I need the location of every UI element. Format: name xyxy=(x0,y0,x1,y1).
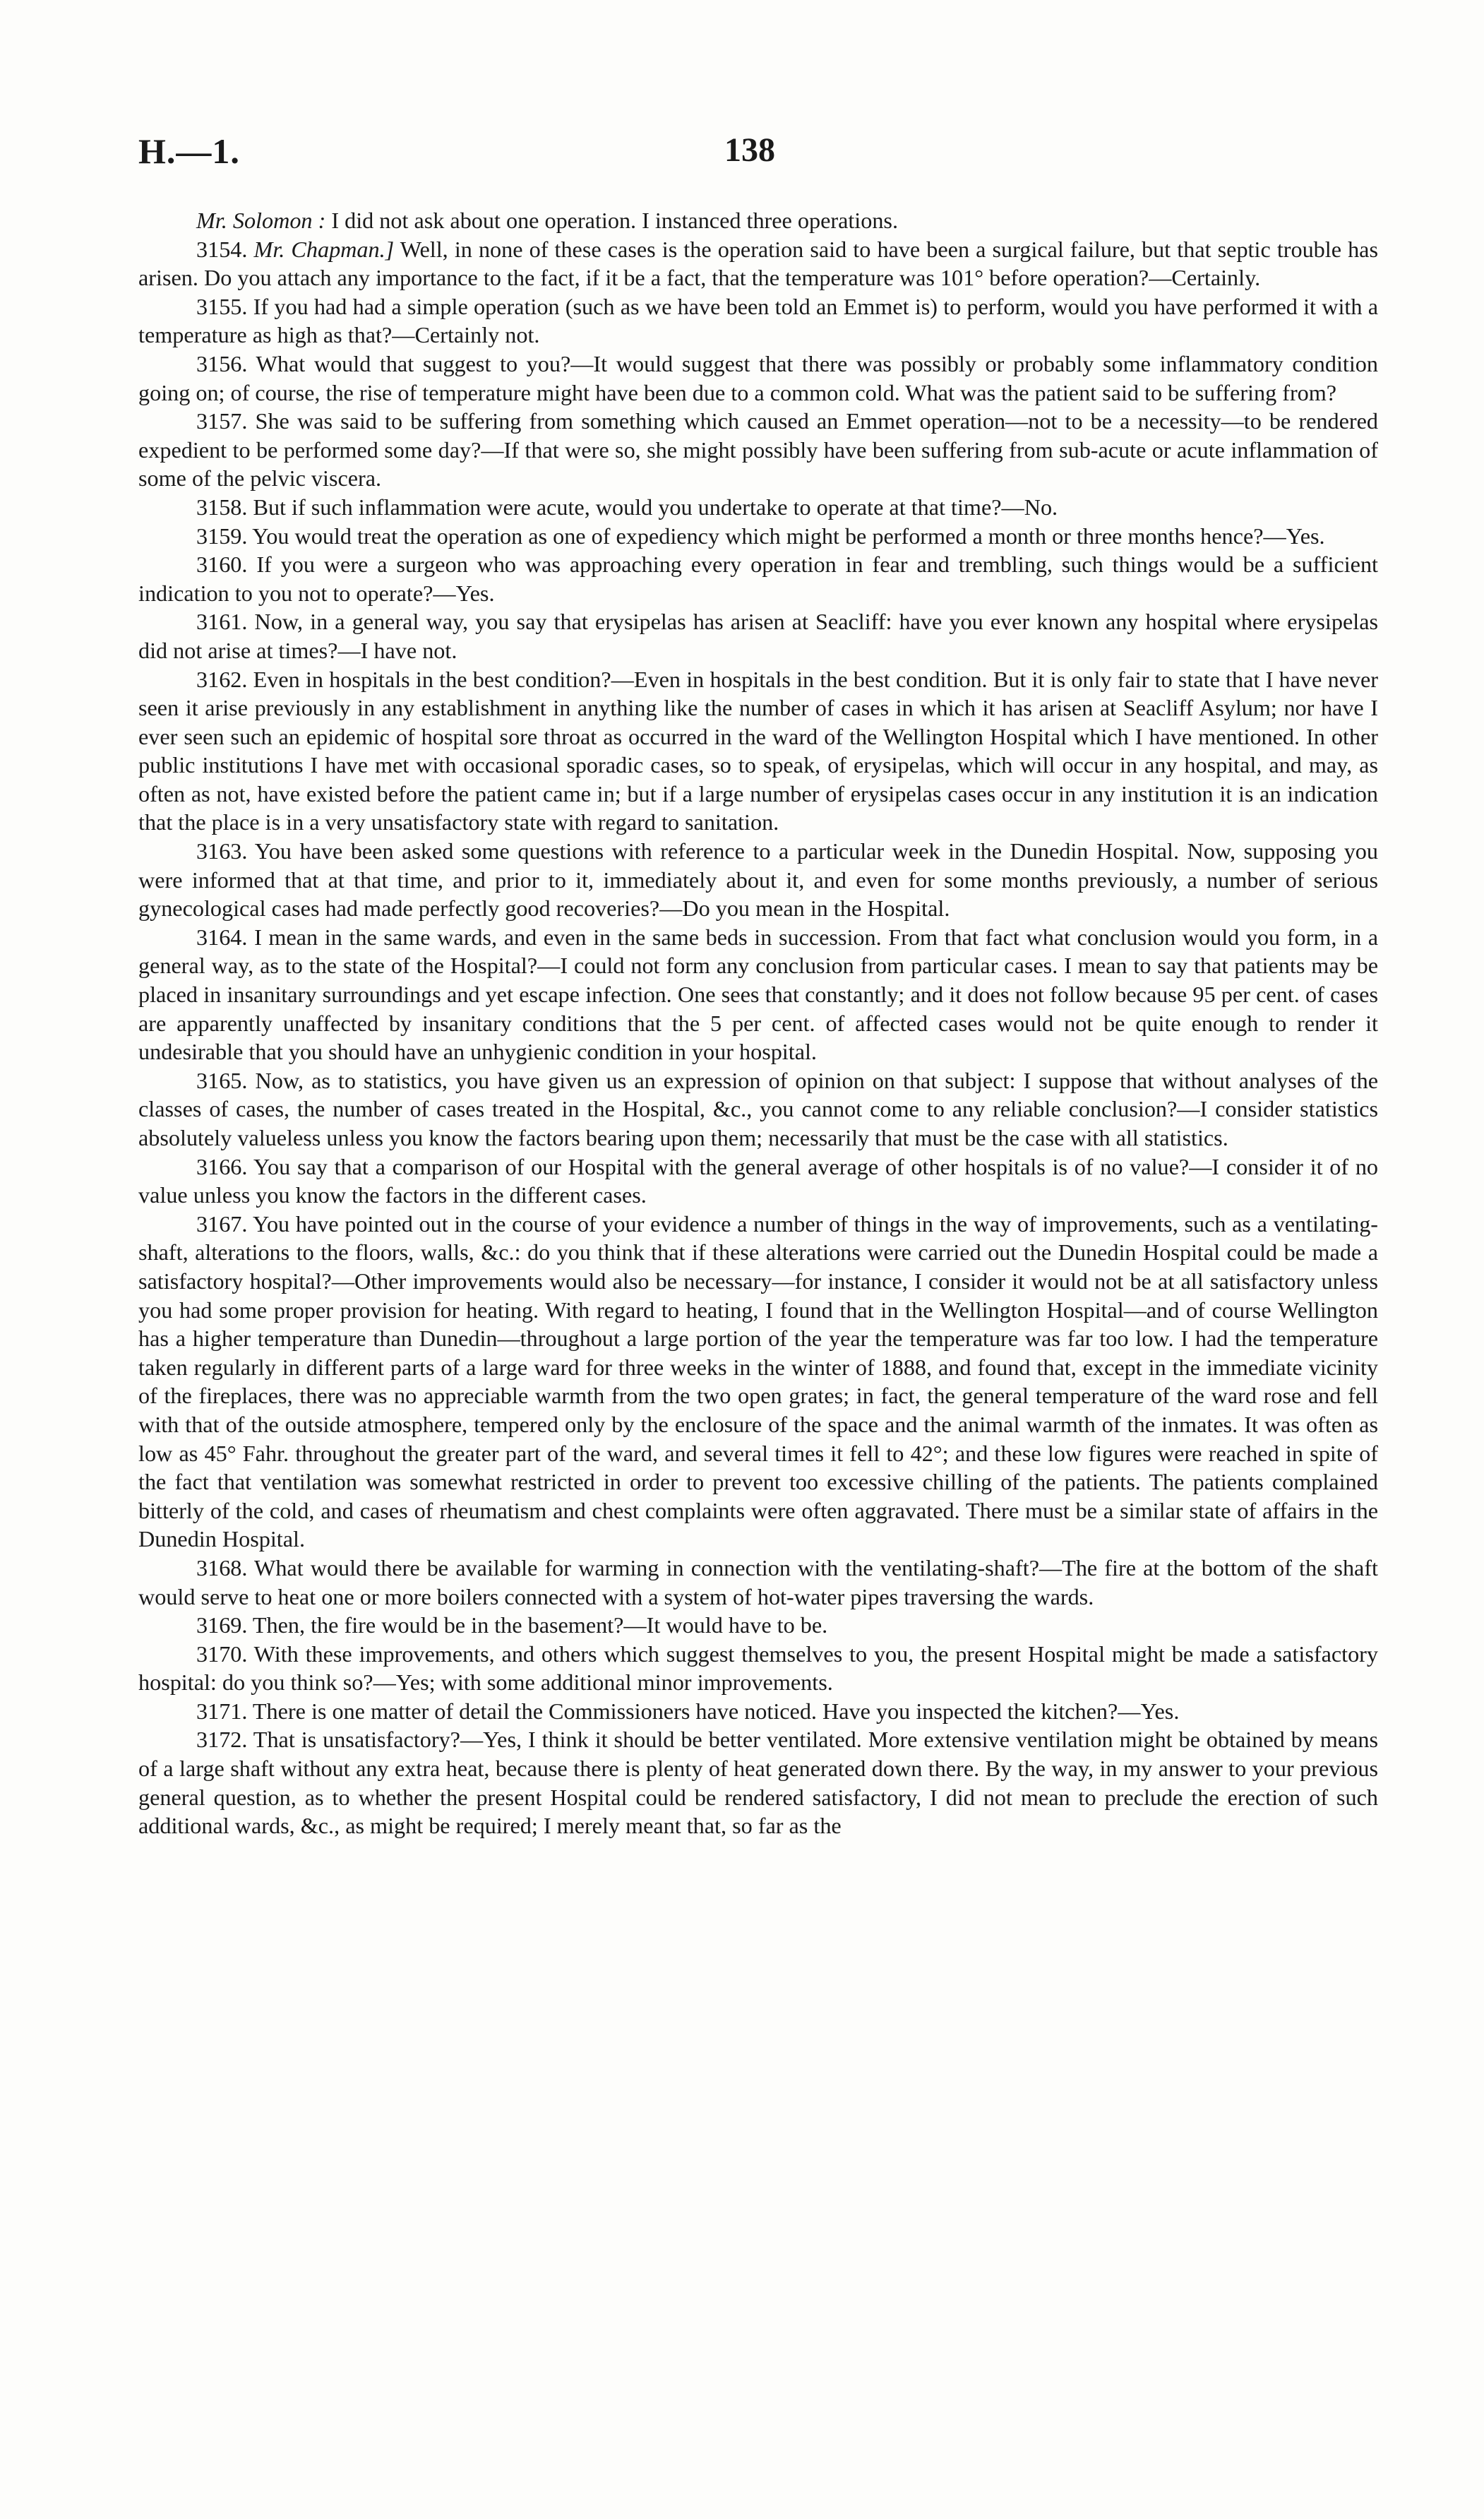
paragraph-3165 xyxy=(138,1066,1378,1153)
paragraph-3158 xyxy=(138,493,1378,522)
testimony-body xyxy=(138,206,1378,1840)
paragraph-text: I mean in the same wards, and even in the same beds in succession. From that fact what conclusion would you form, in a general way, as to the state of the Hospital?—I could not form any conclusion from particular cases. I mean to say that patients may be placed in insanitary surroundings and yet escape infection. One sees that constantly; and it does not follow because 95 per cent. of cases are apparently unaffected by insanitary conditions that the 5 per cent. of affected cases would not be quite enough to render it undesirable that you should have an unhygienic condition in your hospital. xyxy=(138,924,1379,1065)
paragraph-text: Well, in none of these cases is the operation said to have been a surgical failure, but that septic trouble has arisen. Do you attach any importance to the fact, if it be a fact, that the temperature was 101° before operation?—Certainly. xyxy=(138,236,1378,291)
paragraph-3157 xyxy=(138,407,1378,493)
paragraph-3160 xyxy=(138,550,1378,607)
paragraph-text: You have been asked some questions with reference to a particular week in the Dunedin Hospital. Now, supposing you were informed that at that time, and prior to it, immediately about it, and even for some months previously, a number of serious gynecological cases had made perfectly good recoveries?—Do you mean in the Hospital. xyxy=(138,838,1378,922)
paragraph-text: I did not ask about one operation. I instanced three operations. xyxy=(331,208,899,233)
question-number: 3162. xyxy=(196,666,248,692)
question-number: 3165. xyxy=(196,1067,248,1093)
paragraph-3163 xyxy=(138,837,1378,923)
question-number: 3170. xyxy=(196,1640,248,1667)
speaker-name: Mr. Chapman.] xyxy=(253,236,395,262)
question-number: 3169. xyxy=(196,1612,248,1638)
paragraph-3161 xyxy=(138,607,1378,665)
paragraph-text: You say that a comparison of our Hospital with the general average of other hospitals is of no value?—I consider it of no value unless you know the factors in the different cases. xyxy=(138,1153,1379,1208)
paragraph-3164 xyxy=(138,923,1378,1066)
paragraph-text: Now, in a general way, you say that erysipelas has arisen at Seacliff: have you ever known any hospital where erysipelas did not arise at times?—I have not. xyxy=(138,609,1379,663)
paragraph-3172 xyxy=(138,1725,1378,1840)
paragraph-text: If you had had a simple operation (such as we have been told an Emmet is) to perform, would you have performed it with a temperature as high as that?—Certainly not. xyxy=(138,293,1378,348)
question-number: 3172. xyxy=(196,1727,248,1753)
paragraph-3156 xyxy=(138,350,1378,407)
paragraph-solomon xyxy=(138,206,1378,235)
question-number: 3156. xyxy=(196,350,248,376)
paragraph-3167 xyxy=(138,1210,1378,1554)
paragraph-3154 xyxy=(138,235,1378,292)
document-code: H.—1. xyxy=(138,131,240,171)
paragraph-text: She was said to be suffering from something which caused an Emmet operation—not to be a necessity—to be rendered expedient to be performed some day?—If that were so, she might possibly have been suffering from sub-acute or acute inflammation of some of the pelvic viscera. xyxy=(138,408,1378,492)
paragraph-text: What would that suggest to you?—It would suggest that there was possibly or probably some inflammatory condition going on; of course, the rise of temperature might have been due to a common cold. What was the patient said to be suffering from? xyxy=(138,350,1378,405)
paragraph-text: Now, as to statistics, you have given us an expression of opinion on that subject: I suppose that without analyses of the classes of cases, the number of cases treated in the Hospital, &c., you cannot come to any reliable conclusion?—I consider statistics absolutely valueless unless you know the factors bearing upon them; necessarily that must be the case with all statistics. xyxy=(138,1067,1379,1150)
question-number: 3171. xyxy=(196,1698,248,1724)
question-number: 3158. xyxy=(196,494,248,520)
paragraph-text: With these improvements, and others which suggest themselves to you, the present Hospital might be made a satisfactory hospital: do you think so?—Yes; with some additional minor improvements. xyxy=(138,1640,1378,1696)
paragraph-text: That is unsatisfactory?—Yes, I think it should be better ventilated. More extensive ventilation might be obtained by means of a large shaft without any extra heat, because there is plenty of heat generated down there. By the way, in my answer to your previous general question, as to whether the present Hospital could be rendered satisfactory, I did not mean to preclude the erection of such additional wards, &c., as might be required; I merely meant that, so far as the xyxy=(138,1727,1378,1839)
paragraph-3166 xyxy=(138,1153,1378,1210)
paragraph-3169 xyxy=(138,1611,1378,1640)
paragraph-text: What would there be available for warming in connection with the ventilating-shaft?—The fire at the bottom of the shaft would serve to heat one or more boilers connected with a system of hot-water pipes traversing the wards. xyxy=(138,1554,1378,1609)
question-number: 3167. xyxy=(196,1210,248,1237)
paragraph-3168 xyxy=(138,1554,1378,1611)
question-number: 3168. xyxy=(196,1554,248,1580)
paragraph-text: You have pointed out in the course of your evidence a number of things in the way of improvements, such as a ventilating-shaft, alterations to the floors, walls, &c.: do you think that if these alterations were carried out the Dunedin Hospital could be made a satisfactory hospital?—Other improvements would also be necessary—for instance, I consider it would not be at all satisfactory unless you had some proper provision for heating. With regard to heating, I found that in the Wellington Hospital—and of course Wellington has a higher temperature than Dunedin—throughout a large portion of the year the temperature was far too low. I had the temperature taken regularly in different parts of a large ward for three weeks in the winter of 1888, and found that, except in the immediate vicinity of the fireplaces, there was no appreciable warmth from the two open grates; in fact, the general temperature of the ward rose and fell with that of the outside atmosphere, tempered only by the enclosure of the space and the animal warmth of the inmates. It was often as low as 45° Fahr. throughout the greater part of the ward, and several times it fell to 42°; and these low figures were reached in spite of the fact that ventilation was somewhat restricted in order to prevent too excessive chilling of the patients. The patients complained bitterly of the cold, and cases of rheumatism and chest complaints were often aggravated. There must be a similar state of affairs in the Dunedin Hospital. xyxy=(138,1210,1379,1552)
speaker-name: Mr. Solomon : xyxy=(196,208,326,233)
paragraph-text: If you were a surgeon who was approaching every operation in fear and trembling, such things would be a sufficient indication to you not to operate?—Yes. xyxy=(138,552,1378,606)
question-number: 3163. xyxy=(196,838,248,864)
page-header xyxy=(138,131,1378,180)
paragraph-3170 xyxy=(138,1640,1378,1697)
paragraph-3159 xyxy=(138,522,1378,551)
paragraph-3162 xyxy=(138,665,1378,838)
paragraph-text: Then, the fire would be in the basement?—It would have to be. xyxy=(252,1612,828,1638)
paragraph-text: There is one matter of detail the Commissioners have noticed. Have you inspected the kitchen?—Yes. xyxy=(252,1698,1180,1724)
question-number: 3154. xyxy=(196,236,248,262)
question-number: 3157. xyxy=(196,408,248,434)
question-number: 3166. xyxy=(196,1153,248,1179)
question-number: 3161. xyxy=(196,609,248,635)
paragraph-3171 xyxy=(138,1697,1378,1726)
page-number: 138 xyxy=(724,131,775,169)
paragraph-text: You would treat the operation as one of expediency which might be performed a month or three months hence?—Yes. xyxy=(252,523,1325,549)
question-number: 3160. xyxy=(196,552,248,578)
question-number: 3159. xyxy=(196,523,248,549)
paragraph-3155 xyxy=(138,292,1378,350)
paragraph-text: Even in hospitals in the best condition?—Even in hospitals in the best condition. But it is only fair to state that I have never seen it arise previously in any establishment in anything like the number of cases in which it has arisen at Seacliff Asylum; nor have I ever seen such an epidemic of hospital sore throat as occurred in the ward of the Wellington Hospital which I have mentioned. In other public institutions I have met with occasional sporadic cases, so to speak, of erysipelas, which will occur in any hospital, and may, as often as not, have existed before the patient came in; but if a large number of erysipelas cases occur in any institution it is an indication that the place is in a very unsatisfactory state with regard to sanitation. xyxy=(138,666,1378,835)
paragraph-text: But if such inflammation were acute, would you undertake to operate at that time?—No. xyxy=(253,494,1058,520)
question-number: 3164. xyxy=(196,924,248,950)
question-number: 3155. xyxy=(196,293,248,319)
